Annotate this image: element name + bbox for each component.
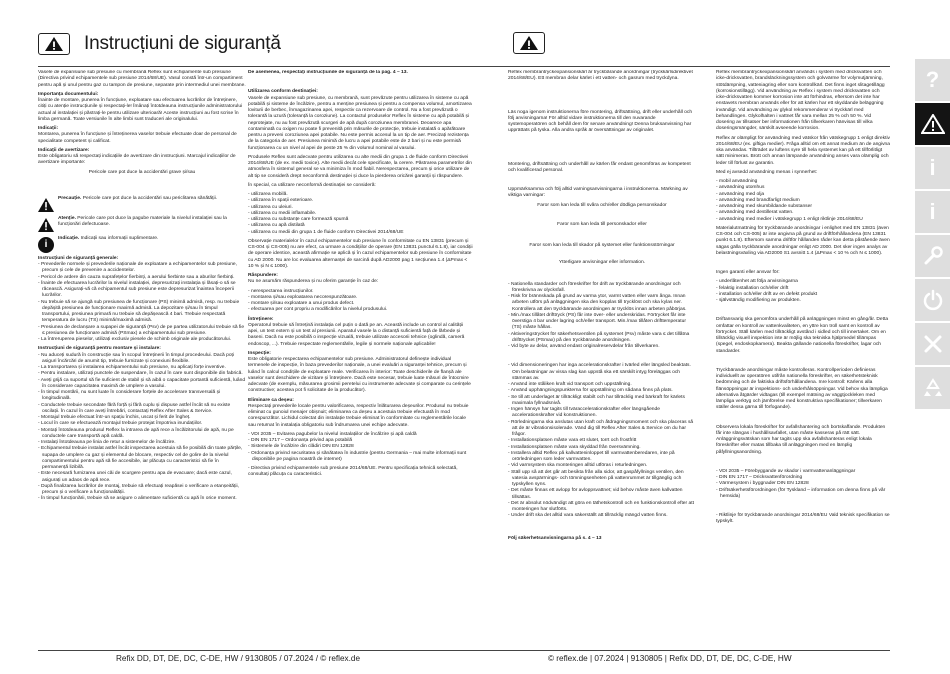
list-item: - Locul în care se efectuează montajul trebuie protejat împotriva inundațiilor. [38, 421, 203, 427]
list-item: - efectuarea per cont propriu a modificărilor la nivelul produsului. [248, 307, 388, 313]
signal-attention: Atenție. Pericole care pot duce la pagube materiale la nivelul instalației sau la funcționări defectuoase. [38, 216, 246, 233]
bullet-list [508, 282, 696, 351]
list-item: - Se till att underlaget är tillräckligt stabilt och har tillräcklig med bärkraft för kärlets maximala fyllnadsnivå. [508, 394, 685, 406]
paragraph: Montering, driftsättning och underhåll av kärlen får endast genomföras av kompetent och kvalificerad personal. [508, 161, 691, 173]
section-heading: Indicații: [38, 126, 59, 131]
section-heading: Instrucțiuni de siguranță generale: [38, 255, 119, 261]
tab-warning[interactable] [915, 103, 950, 145]
list-item: - VDI 2035 – Evitarea pagubelor la nivelul instalațiilor de încălzire și apă caldă [248, 431, 417, 437]
list-item: - Installera alltid Reflex på kallvatteninloppet till varmvattenberedaren, inte på orörledningen som leder varmvatten. [508, 450, 675, 462]
paragraph: Este obligatorie respectarea echipamentelor sub presiune. Administratorul definește individual termenele de inspecție, în baza prevederilor naționale, a unei evaluări a siguranței tehnice, precum și luând în calcul condițiile de exploatare reale. Verificarea în interior: Toate deschiderile de flanșă ale vaselor sunt deschidere de vizitare și întreținere. Dacă este necesar, trebuie luate măsuri de întocmire adecvate (de exemplu, măsurarea grosimii peretelui cu instrumente adecvate și comparate cu cerințele constructive; acestea pot fi solicitate de la producător). [248, 357, 471, 394]
paragraph: Uppmärksamma och följ alltid varningsanvisningarna i instruktionerna. Märkning av viktiga varningar: [508, 187, 688, 199]
warning-icon [38, 197, 54, 213]
list-item: - Pericol de ardere din cauza suprafețelor fierbinți, a aerului fierbinte sau a aburilor fierbinți. [38, 274, 235, 280]
list-item: - utilizarea în spații exterioare. [248, 198, 314, 204]
paragraph: Observera lokala föreskrifter för avfallshantering och bortskaffande. Produkten får inte slängas i hushållsavfallet, utan måste kasseras på rätt sätt. Anläggningsvätskan som har tagits upp ska avfallshanteras enligt lokala föreskrifter eller matas tillbaka till anläggningen med en lämplig påfyllningsanordning. [716, 424, 886, 455]
warning-icon [38, 33, 70, 55]
section-heading: Eliminare ca deșeu: [248, 397, 294, 403]
page-title: Instrucțiuni de siguranță [84, 33, 281, 54]
list-item: - Driftsäkerhetsförordningen (för Tyskland – information om denna finns på vår hemsida) [716, 487, 886, 499]
list-item: - installation och/eller drift av en defekt produkt [716, 291, 818, 297]
list-item: - Använd upphängningspunkterna för uppställning om sådana finns på plats. [508, 388, 673, 394]
list-item: - Prevederile normele și prevederile naționale de exploatare a echipamentelor sub presiune, precum și cele de prevenire a accidentelor. [38, 262, 238, 274]
list-item: - Echipamentul trebuie instalat astfel încât inspectarea acestuia să fie posibilă din toate părțile, supapa de umplere cu gaz și elementul de blocare, respectiv cel de golire de la nivelul compartimentului pentru apă să fie accesibile, iar plăcuța cu caracteristici să fie în permanență lizibilă. [38, 446, 243, 470]
list-item: - Vid byte av delar, använd endast originalreservdelar från tillverkaren. [508, 344, 660, 349]
list-item: - În timpul funcționării, trebuie să se asigure o alimentare suficientă cu apă în orice moment. [38, 496, 237, 502]
list-item: - DIN EN 1717 – Ordonanța privind apa potabilă [248, 438, 353, 443]
divider [38, 66, 890, 67]
recycle-icon [922, 377, 944, 399]
list-item: - În timpul montării, nu sunt luate în considerare forțele de accelerare transversală și longitudinală. [38, 390, 221, 402]
tab-installation[interactable] [915, 235, 950, 277]
section-heading: Indicații de avertizare: [38, 147, 90, 153]
list-item: - Aktiveringstrycket för säkerhetsventilen på systemet (Psv) måste vara ≤ det tillåtna drifttrycket (PSmax) på den tryckbärande anordningen. [508, 331, 690, 343]
list-item: - Vid dimensioneringen har inga accelerationskrafter i tvärled eller längsled beaktats. Om belastningar av vissa slag kan uppstå ska ett särskilt intyg föreläggas och stämmas av. [508, 363, 691, 381]
tab-info-1[interactable] [915, 147, 950, 189]
list-item: - utilizarea cu medii inflamabile. [248, 210, 317, 216]
list-item: - La întreruperea pieselor, utilizați exclusiv piesele de schimb originale ale producătorului. [38, 337, 232, 342]
section-heading: Răspundere: [248, 273, 278, 278]
list-item: - Ingen hänsyn har tagits till tväraccelerationskrafter eller längsgående accelerationskrafter vid konstruktionen. [508, 407, 660, 419]
list-item: - Risk för brännskada på grund av varma ytor, varmt vatten eller varm ånga. Innan arbeten utförs på anläggningen ska den kopplas till trycklöst och ska kylas ner. Kontrollera att den tryckbärande anordningen är trycklös innan arbeten påbörjas. [508, 294, 687, 312]
paragraph: Respectați prevederile locale pentru valorificarea, respectiv înlăturarea deșeurilor. Produsul nu trebuie eliminat cu gunoiul menajer obișnuit; eliminarea ca deșeu a acestuia trebuie efectuată în mod corespunzător. Lichidul colectat din instalație trebuie eliminat în conformitate cu reglementările locale sau returnat în instalația obligatoriu sub îndrumarea unei echipe adecvate. [248, 403, 469, 428]
paragraph: Materialutmattning för tryckbärande anordningar i enlighet med EN 13831 (även CS-004 och CS-005) är inte angivna på grund av driftförhållandena (EN 13831 punkt 6.1.8). Eftersom samma driftför hållanden råder kan detta påstående även sägas gälla tryckbärande anordningar enligt AD 2000. Det sker ingen analys av belastningsväxling via AD2000 S1 avsnitt 1.4 (ΔPmax < 10 % och N ≤ 1000). [716, 225, 890, 256]
paragraph: În special, ca utilizare neconformă destinației se consideră: [248, 182, 376, 188]
paragraph: Tryckbärande anordningar måste kontrolleras. Kontrollperioden definieras individuellt av operatören utifrån nationella föreskrifter, en säkerhetsteknisk bedömning och de faktiska driftsförhållandena. Inre kontroll: Kärlens alla flänsöppningar är inspektions- och underhålsöppningar. Vid behov ska lämpliga alternativa åtgärder vidtagas (till exempel mätning av väggtjockleken med lämpliga verktyg och jämförelse med konstruktiva specifikationer; tillverkaren ställer dessa gärna till förfogande). [716, 367, 888, 411]
list-item: - Nu aduceți sudură în construcție sau în scopul întreținerii în timpul procedeului. Dacă poți asiguri încărcări de anumit tip, trebuie furnizate și conexiuni flexibile. [38, 352, 235, 364]
paragraph: - Directiva privind echipamentele sub presiune 2014/68/UE. Pentru specificația tehnică selectată, consultați plăcuța cu caracteristici. [248, 466, 458, 478]
signal-precaution: Precauție. Pericole care pot duce la accidentări sau periclitarea sănătății. [38, 196, 246, 213]
section-heading: Întreținere: [248, 316, 274, 322]
list-item: - Înainte de efectuarea lucrărilor la nivelul instalației, depresurizați instalația și lăsați-o să se răcească. Asigurați-vă că echipamentul sub presiune este depresurizat înaintea începerii lucrărilor. [38, 280, 236, 299]
list-item: - Under drift ska det alltid vara säkerställt att tillräcklig mängd vatten finns. [508, 513, 668, 519]
paragraph: - Riktlinje för tryckbärande anordningar 2014/68/EU Vald teknisk specifikation se typskylt. [716, 513, 890, 525]
paragraph: Läs noga igenom instruktionerna före montering, driftsättning, drift eller underhåll och följ anvisningarna! För alltid vidare instruktionerna till den nuvarande systemoperatören och behåll dem för senare användning! Denna bruksanvisning har upprättats på tyska. Alla andra språk är översättningar av originalet. [508, 109, 693, 134]
divider [38, 650, 890, 651]
list-item: - utilizarea cu uleiuri. [248, 204, 293, 210]
paragraph: Montarea, punerea în funcțiune și întreținerea vaselor trebuie efectuate doar de personal de specialitate competent și calificat. [38, 132, 237, 144]
list-item: - användning med brandfarligt medium [716, 197, 800, 203]
warning-icon [38, 217, 54, 233]
tab-info-2[interactable] [915, 191, 950, 233]
list-item: - Ordonanța privind securitatea și sănătatea în industrie (pentru Germania – mai multe informații sunt disponibile pe pagina noastră de internet) [248, 450, 467, 462]
info-icon: i [929, 155, 936, 180]
list-item: - Aveți grijă ca suportul să fie suficient de stabil și să aibă o capacitate portantă suficientă, luând în considerare capacitatea maximă de umplere a vasului. [38, 377, 246, 389]
left-column-1 [38, 70, 246, 648]
list-item: - montarea și/sau exploatarea necorespunzătoare. [248, 294, 358, 300]
bullet-list [508, 363, 696, 519]
list-item: - Min./max tillåtet drifttryck (PS) får inte över- eller underskridas. Förtrycket får inte överstiga 4 bar under lagring och/eller transport. Min./max tillåten drifttemperatur (TS) måste hållas. [508, 312, 686, 331]
list-item: - underlåtenhet att följa anvisningarna [716, 279, 798, 285]
bullet-list [38, 262, 246, 343]
signal-note: Ytterligare anvisningar eller information. [558, 260, 646, 266]
list-item: - utilizarea cu medii din grupa 1 de fluide conform Directivei 2014/68/UE [248, 229, 404, 235]
page-header [38, 28, 281, 60]
tab-disposal[interactable] [915, 367, 950, 409]
paragraph: Vasele de expansiune sub presiune, cu membrană, sunt prevăzute pentru utilizarea în sisteme cu apă potabilă și sisteme de încălzire, pentru a menține presiunea și pentru a compensa volumul, amortizarea loviturii de berbec, înmagazinarea apei, respectiv ca rezervoare de control. Nu a fost prevăzută o tolerantă la uzură (toleranță la coroziune). La contactul produselor Reflex în sisteme cu apă potabilă și neprotejate, nu au fost prevăzută scurgeri de apă după coroziunea membranei. Deoarece apa contaminată cu oxigen nu poate fi prevenită prin măsurile de protecție, trebuie instalată o apărătoare pentru a preveni coroziunea apei potabile. Nu este permis accesul la un tip de aer. Precizați rezistența de la categoria de aer. Presiunea minimă de lucru a apei potabile este de 2 bari și nu este permisă funcționarea cu un nivel al apei de peste 25 % din volumul nominal al vasului. [248, 95, 472, 151]
list-item: - Conductele trebuie secondate fără forță și fără cuplu și dispuse astfel încât să nu existe oscilații. În cazul în care aveți întrebări, contactați Reflex After Sales & Service. [38, 402, 231, 414]
bullet-list [248, 192, 474, 236]
list-item: - Instalați întotdeauna pe linia de retur a sistemelor de încălzire. [38, 440, 176, 445]
list-item: - Rörledningarna ska anslutas utan kraft och åtdragningsmoment och ska placeras så att de är vibrationsisolerade. Vänd dig till Reflex After Sales & Service om du har frågor. [508, 419, 694, 437]
bullet-list [716, 179, 890, 223]
left-column-2 [248, 70, 474, 648]
section-heading: Följ säkerhetsanvisningarna på s. 4 – 13 [508, 535, 602, 541]
section-heading: Inspecție: [248, 350, 271, 356]
list-item: - Använd inte ståliken kraft vid transport och uppställning. [508, 382, 632, 387]
list-item: - Este necesară furnizarea unei căi de scurgere pentru apa de evacuare; dacă este cazul, asigurați un adaos de apă rece. [38, 471, 232, 483]
list-item: - Vid varmsystem ska monteringen alltid utföras i returledningen. [508, 463, 648, 469]
right-page [508, 70, 890, 648]
list-item: - Montajul trebuie efectuat într-un spațiu închis, uscat și ferit de îngheț. [38, 415, 191, 420]
list-item: - Sistemele de încălzire din clădiri DIN EN 12828 [248, 444, 354, 450]
signal-warning: Faror som kan leda till personskador eller [557, 221, 647, 227]
wrench-icon [922, 245, 944, 267]
info-icon: i [38, 237, 54, 253]
left-page [38, 70, 474, 648]
list-item: - Installationsplatsen måste vara skyddad från översvämning. [508, 444, 641, 450]
signal-danger: Pericole care pot duce la accidentări grave și/sau [88, 169, 196, 175]
list-item: - mobil användning [716, 179, 758, 184]
list-item: - användning med destillerat vatten. [716, 210, 794, 216]
right-column-1 [508, 70, 696, 648]
tab-commissioning[interactable] [915, 279, 950, 321]
list-item: - Installationsplatsen måste vara ett slutet, torrt och frostfritt [508, 438, 637, 444]
paragraph: Este obligatoriu să respectați indicațiile de avertizare din instrucțiuni. Marcajul indicațiilor de avertizare importante: [38, 154, 236, 166]
paragraph: Driftansvarig ska genomföra underhåll på anläggningen minst en gång/år. Detta omfattar en kontroll av vattenkvaliteten, en yttre kon troll samt en kontroll av förtrycket. Ställ kärlen med tillräckligt avstånd i sidled och till innertaket. Om en tillräcklig visuell inspektion inte är möjlig ska tekniska hjälpmedel tillämpas (spegel, endoskopkamera). Beakta gällande nationella föreskrifter, lagar och standarder. [716, 317, 889, 354]
power-icon [922, 289, 944, 311]
list-item: - utilizarea mobilă. [248, 192, 288, 197]
list-item: - VDI 2035 – Förebyggande av skador i varmvattenanläggningar [716, 468, 856, 474]
list-item: - användning med medier i vätskegrupp 1 enligt riktlinje 2014/68/EU [716, 216, 863, 222]
warning-icon [921, 114, 945, 134]
section-heading: Instrucțiuni de siguranță pentru montare și instalare: [38, 346, 161, 352]
warning-icon [513, 32, 545, 54]
list-item: - utilizarea cu substanțe care formează spumă [248, 217, 349, 222]
list-item: - Det är absolut nödvändigt att göra en täthetskontroll och en funktionskontroll efter att monteringen har slutförts. [508, 500, 694, 512]
bullet-list [248, 289, 474, 314]
footer-left: Refix DD, DT, DE, DC, C-DE, HW / 9130805 / 07.2024 / © reflex.de [116, 654, 361, 663]
paragraph: Nu ne asumăm răspunderea și nu oferim garanție în caz de: [248, 279, 379, 285]
list-item: - Det måste finnas ett avlopp för avloppsvattnet; vid behov måste även kallvatten tillsättas. [508, 488, 683, 500]
list-item: - användning med skumbildande substanser [716, 204, 812, 209]
list-item: - utilizarea cu apă distilată [248, 223, 305, 229]
list-item: - După finalizarea lucrărilor de montaj, trebuie să efectuați reapăsei o verificare a etanșeității, precum și o verificare a funcționalității. [38, 483, 239, 495]
list-item: - Presiunea de declanșare a supapei de siguranță (Psv) de pe partea utilizatorului trebuie să fie ≤ presiunea de funcționare admisă (PSmax) a echipamentului sub presiune. [38, 324, 245, 336]
question-icon: ? [925, 67, 940, 92]
tab-maintenance[interactable] [915, 323, 950, 365]
side-tab-strip [915, 59, 950, 411]
list-item: - montare și/sau exploatare a unui produs defect. [248, 301, 355, 306]
signal-danger: Faror som kan leda till svåra och/eller dödliga personskador [537, 202, 667, 208]
list-item: - nerespectarea instrucțiunilor. [248, 288, 314, 294]
bullet-list [38, 353, 246, 503]
right-column-2 [716, 70, 890, 648]
paragraph: Vasele de expansiune sub presiune cu membrană Reflex sunt echipamente sub presiune (Directiva privind echipamentele sub presiune 2014/68/UE). Vasul constă într-un compartiment pentru apă și unul pentru gaz cu tampon de presiune, separate prin intermediul unei membrane. [38, 70, 246, 88]
section-heading: Utilizarea conform destinației: [248, 89, 318, 95]
paragraph: Observație materialelor în cazul echipamentelor sub presiune în conformitate cu EN 13831 (precum și CS-004 și CS-005) nu are efect, ca urmare a condițiilor de operare (EN 13831 punctul 6.1.8), iar condiții de operare identice, această afirmație se aplică și în cazul echipamentelor sub presiune în conformitate cu AD 2000. Nu are loc evaluarea alternanței de sarcină după AD2000 pag 1 secțiunea 1.4 (ΔPmax < 10 % și N ≤ 1000). [248, 238, 473, 269]
list-item: - användning utomhus [716, 185, 765, 191]
bullet-list [248, 432, 474, 463]
bullet-list [716, 279, 890, 304]
signal-note: i Indicație. Indicații sau informații suplimentare. [38, 236, 246, 253]
list-item: - Ställ upp så att det går att besikta från alla sidor, att gaspåfyllnings ventilen, den vatesia avspärrnings- och tömningsenheten på vattenrummet är tillgänglig och typskyllen syns. [508, 469, 684, 487]
tab-question[interactable] [915, 59, 950, 101]
list-item: - Montați întotdeauna produsul Reflex la intrarea de apă rece a încălzitorului de apă, nu pe conductele care transportă apă caldă. [38, 427, 234, 439]
list-item: - Nationella standarder och föreskrifter för drift av tryckbärande anordningar och föreskrivna av olycksfall. [508, 281, 681, 293]
list-item: - Nu trebuie să se ajungă sub presiunea de funcționare (PS) minimă admisă, resp. nu trebuie depășită presiunea de funcționare maximă admisă. La depozitare și/sau în timpul transportului, presiunea primară nu trebuie să depășească 4 bari. Trebuie respectată temperatura de lucru (TS) minimă/maximă admisă. [38, 299, 240, 324]
list-item: - användning med olja [716, 191, 765, 197]
paragraph: Med ej avsedd användning menas i synnerhet: [716, 169, 818, 175]
list-item: - felaktig installation och/eller drift [716, 285, 789, 291]
paragraph: Înainte de montare, punerea în funcțiune, exploatare sau efectuarea lucrărilor de întreținere, citiți cu atenție instrucțiunile și respectați-le! Îmânați întotdeauna instrucțiunile administratorului actual al instalației și păstrați-le pentru utilizare ulterioară! Aceste instrucțiuni au fost scrise în limba germană. Toate versiunile în alte limbi sunt traduceri ale originalului. [38, 98, 243, 122]
paragraph: Operatorul trebuie să întrețină instalația cel puțin o dată pe an. Această include un control al calității apei, un test extern și un test al presiunii. Aparatul vasele la o distanță suficientă față de lărbede și baseni. Dacă nu este posibilă o inspecție vizuală, trebuie utilizate accesorii tehnice (oglindă, cameră endoscop, ...). Trebuie respectate reglementările, legile și normele naționale aplicabile! [248, 322, 465, 347]
paragraph: Reflex membrantryckexpansionskärl är tryckbärande anordningar (tryckkärlsdirektivet 2014/68/EU). Ett membran delar kärlet i ett vatten- och gasrum med tryckdyna. [508, 70, 693, 82]
footer-right: © reflex.de | 07.2024 | 9130805 | Refix DD, DT, DE, DC, C-DE, HW [548, 654, 792, 663]
list-item: - La transportarea și instalarea echipamentului sub presiune, nu aplicați forțe inventive. [38, 365, 226, 370]
paragraph: Reflex är olämpligt för användning med vätskor från vätskegrupp 1 enligt direktiv 2014/68/EU (ex. giftiga medier). Fråga alltid om ett annat medium än de angivna ska användas. Tillträdet av luftens syre till hela systemet kan på ett tillförlitligt sätt minimeras. Brott och annan lämpande användning anses vara olämplig och leder till förlust av garantin. [716, 135, 890, 166]
paragraph: Produsele Reflex sunt adecvate pentru utilizarea cu alte medii din grupa 1 de fluide conform Directivei 2014/68/UE (de ex. medii toxice). Alte medii decât cele specificate, la cerere. Păstrarea parametrilor din atmosfera în sistemul general se va minimiza în mod fiabil. Nerespectarea, precum și orice utilizare de alt tip se consideră drept neconformă destinației și duce la pierderea oricărei garanții și răspundere. [248, 154, 472, 179]
tools-icon [922, 333, 944, 355]
bullet-list [716, 469, 890, 500]
section-heading: Importanța documentului: [38, 91, 99, 97]
paragraph: Reflex membrantryckexpansionskärl används i system med dricksvatten och icke-dricksvatten, brandsläckningssystem och golvvärme för volymutjämning, stötdämpning, vatteniagring eller som kontrollkärl. Det finns inget slitagetillägg (korrosionstillägg). Vid användning av Reflex i system med dricksvatten och icke-dricksvatten kommer korrosion inte att förhindras, eftersom det inte har enstavets membran används eller för att kärlen har ett skyddande beläggning invändigt. Vid användning av glykol rekommenderar vi tryckkärl med behandlingen. Glykolhalten i vattnet får vara mellan 25 % och 50 %. Vid dosering av tillsatser ber informationen från tillverkaren hänvisas till vilka doseringsmängder, särskilt avseende korrosion. [716, 70, 885, 132]
list-item: - DIN EN 1717 – Dricksvattenförordning [716, 475, 803, 480]
list-item: - Pentru instalare, utilizați punctele de suspendare, în cazul în care sunt disponibile din fabrică. [38, 371, 243, 377]
info-icon: i [929, 199, 936, 224]
paragraph: Ingen garanti eller ansvar för: [716, 270, 780, 275]
signal-caution: Faror som kan leda till skador på systemet eller funktionsstörningar [529, 243, 675, 248]
list-item: - Värmesystem i byggnader DIN EN 12828 [716, 481, 809, 487]
list-item: - självständig modifiering av produkten. [716, 298, 801, 303]
section-heading: De asemenea, respectați instrucțiunile de siguranță de la pag. 4 – 13. [248, 70, 408, 75]
